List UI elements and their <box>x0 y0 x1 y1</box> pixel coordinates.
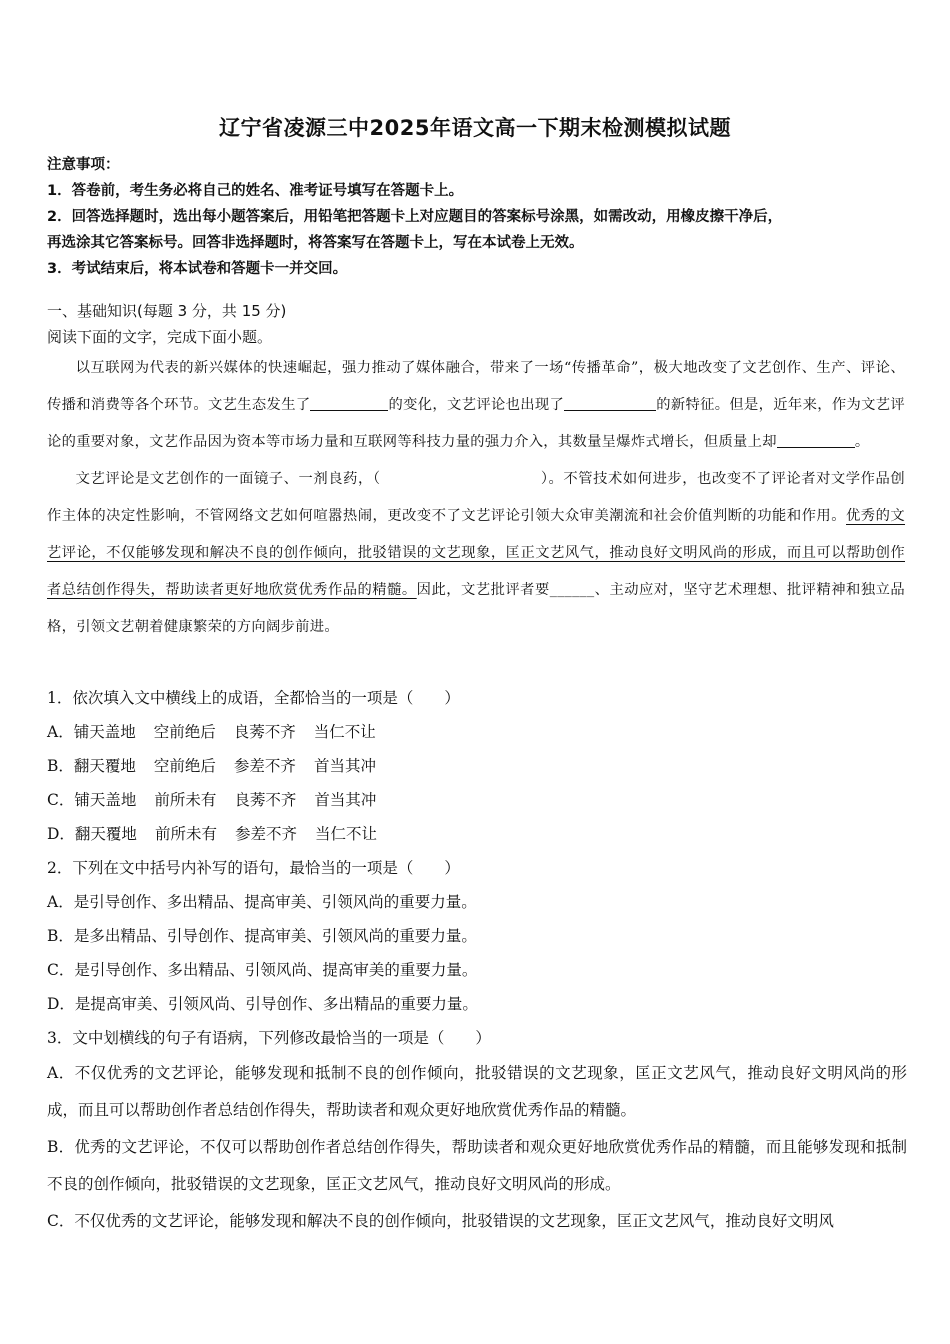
question-1-option-d: D．翻天覆地 前所未有 参差不齐 当仁不让 <box>47 825 377 843</box>
question-2-option-c: C．是引导创作、多出精品、引领风尚、提高审美的重要力量。 <box>47 961 478 979</box>
notice-item: 再选涂其它答案标号。回答非选择题时，将答案写在答题卡上，写在本试卷上无效。 <box>47 235 584 251</box>
question-3-option-a: A．不仅优秀的文艺评论，能够发现和抵制不良的创作倾向，批驳错误的文艺现象，匡正文艺风气，推动良好文明风尚的形成，而且可以帮助创作者总结创作得失，帮助读者和观众更好地欣赏优秀作品的精髓。 <box>47 1064 907 1119</box>
fill-blank-4: ______ <box>549 582 595 598</box>
notice-item: 2．回答选择题时，选出每小题答案后，用铅笔把答题卡上对应题目的答案标号涂黑，如需改动，用橡皮擦干净后， <box>47 209 783 225</box>
reading-passage <box>47 350 905 646</box>
passage-text: 的变化，文艺评论也出现了 <box>388 397 565 413</box>
question-3-option-c: C．不仅优秀的文艺评论，能够发现和解决不良的创作倾向，批驳错误的文艺现象，匡正文艺风气，推动良好文明风 <box>47 1212 834 1230</box>
passage-text: 。 <box>854 434 870 450</box>
passage-text: 、主动应对，坚守艺术理想、批评精神和独立品格，引领文艺朝着健康繁荣的方向阔步前进。 <box>47 582 905 635</box>
passage-paragraph-2 <box>47 461 905 646</box>
section-instruction: 阅读下面的文字，完成下面小题。 <box>47 328 273 346</box>
passage-text: 的新特征。但是，近年来，作为文艺评论的重要对象，文艺作品因为资本等市场力量和互联网等科技力量的强力介入，其数量呈爆炸式增长，但质量上却 <box>47 397 905 450</box>
exam-title: 辽宁省凌源三中2025年语文高一下期末检测模拟试题 <box>219 116 731 140</box>
notice-item: 1．答卷前，考生务必将自己的姓名、准考证号填写在答题卡上。 <box>47 183 464 199</box>
passage-text: 以互联网为代表的新兴媒体的快速崛起，强力推动了媒体融合，带来了一场“传播革命”，极大地改变了文艺创作、生产、评论、传播和消费等各个环节。文艺生态发生了 <box>47 360 905 413</box>
question-list <box>47 681 907 1240</box>
passage-text: 因此，文艺批评者要 <box>416 582 550 598</box>
passage-text: 文艺评论是文艺创作的一面镜子、一剂良药，（ <box>75 471 381 487</box>
passage-text: ）。不管技术如何进步，也改变不了评论者对文学作品创作主体的决定性影响，不管网络文艺如何喧嚣热闹，更改变不了文艺评论引领大众审美潮流和社会价值判断的功能和作用。 <box>47 471 905 524</box>
fill-blank-1 <box>310 396 388 411</box>
fill-blank-2 <box>564 396 656 411</box>
question-2-stem: 2．下列在文中括号内补写的语句，最恰当的一项是（ ） <box>47 859 460 877</box>
fill-blank-3 <box>777 433 855 448</box>
notice-heading: 注意事项： <box>47 157 120 173</box>
question-3-option-b: B．优秀的文艺评论，不仅可以帮助创作者总结创作得失，帮助读者和观众更好地欣赏优秀作品的精髓，而且能够发现和抵制不良的创作倾向，批驳错误的文艺现象，匡正文艺风气，推动良好文明风尚的形成。 <box>47 1138 907 1193</box>
passage-paragraph-1 <box>47 350 905 461</box>
question-1-option-c: C．铺天盖地 前所未有 良莠不齐 首当其冲 <box>47 791 377 809</box>
question-1-option-b: B．翻天覆地 空前绝后 参差不齐 首当其冲 <box>47 757 376 775</box>
section-heading: 一、基础知识(每题 3 分，共 15 分) <box>47 302 287 320</box>
question-2-option-d: D．是提高审美、引领风尚、引导创作、多出精品的重要力量。 <box>47 995 478 1013</box>
notice-item: 3．考试结束后，将本试卷和答题卡一并交回。 <box>47 261 348 277</box>
underlined-sentence: 优秀的文艺评论，不仅能够发现和解决不良的创作倾向，批驳错误的文艺现象，匡正文艺风气，推动良好文明风尚的形成，而且可以帮助创作者总结创作得失，帮助读者更好地欣赏优秀作品的精髓。 <box>47 508 906 598</box>
question-2-option-b: B．是多出精品、引导创作、提高审美、引领风尚的重要力量。 <box>47 927 477 945</box>
question-2-option-a: A．是引导创作、多出精品、提高审美、引领风尚的重要力量。 <box>47 893 477 911</box>
question-3-stem: 3．文中划横线的句子有语病，下列修改最恰当的一项是（ ） <box>47 1029 491 1047</box>
section-basics <box>47 298 907 350</box>
question-1-stem: 1．依次填入文中横线上的成语，全都恰当的一项是（ ） <box>47 689 460 707</box>
notice-block <box>47 152 907 282</box>
question-1-option-a: A．铺天盖地 空前绝后 良莠不齐 当仁不让 <box>47 723 376 741</box>
